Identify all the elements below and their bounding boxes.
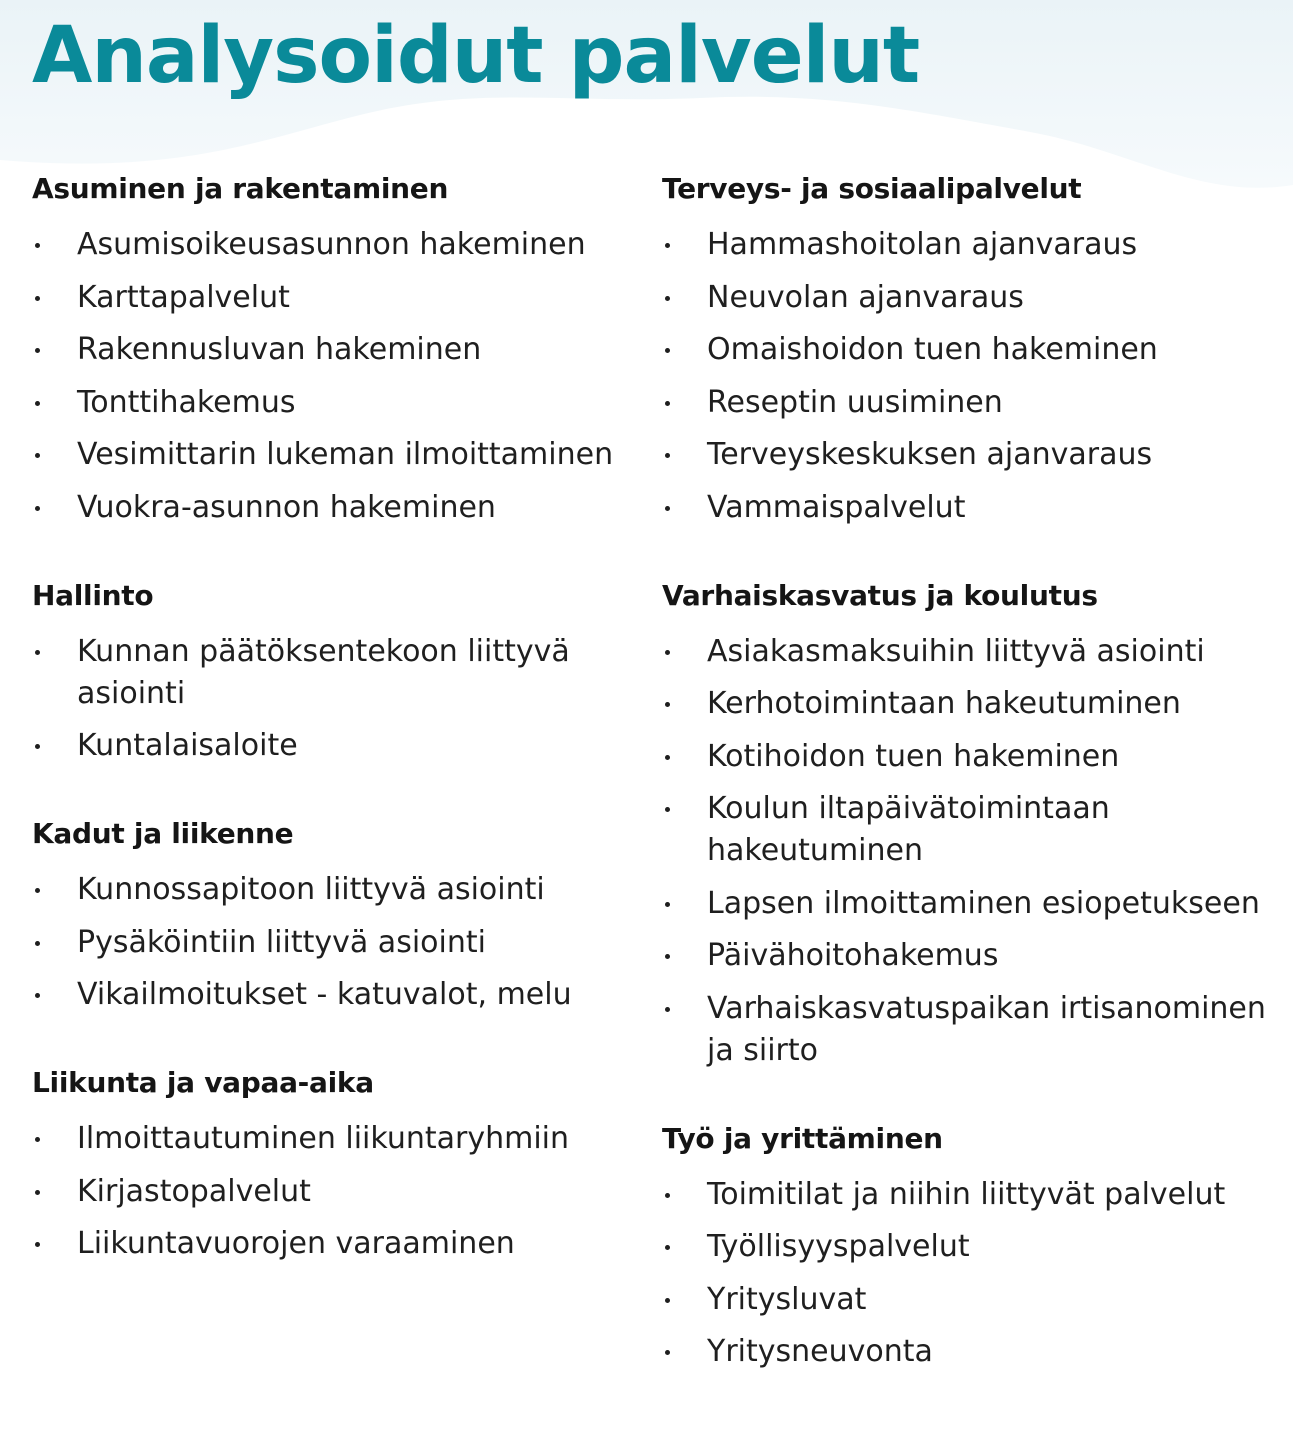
section-asuminen <box>32 168 632 529</box>
list-item: Asumisoikeusasunnon hakeminen <box>32 224 632 266</box>
list-item: Päivähoitohakemus <box>662 935 1277 977</box>
list-item: Varhaiskasvatuspaikan irtisanominen ja siirto <box>662 988 1277 1072</box>
right-column <box>662 168 1277 1419</box>
list-item: Vesimittarin lukeman ilmoittaminen <box>32 434 632 476</box>
section-hallinto <box>32 575 632 768</box>
list-item: Yritysluvat <box>662 1279 1277 1321</box>
left-column <box>32 168 632 1311</box>
list-item: Kunnan päätöksentekoon liittyvä asiointi <box>32 631 632 715</box>
list-item: Vikailmoitukset - katuvalot, melu <box>32 974 632 1016</box>
service-list <box>662 1174 1277 1374</box>
list-item: Toimitilat ja niihin liittyvät palvelut <box>662 1174 1277 1216</box>
section-kadut <box>32 813 632 1016</box>
list-item: Terveyskeskuksen ajanvaraus <box>662 434 1277 476</box>
list-item: Pysäköintiin liittyvä asiointi <box>32 922 632 964</box>
list-item: Asiakasmaksuihin liittyvä asiointi <box>662 631 1277 673</box>
list-item: Koulun iltapäivätoimintaan hakeutuminen <box>662 788 1277 872</box>
service-list <box>32 869 632 1016</box>
list-item: Rakennusluvan hakeminen <box>32 329 632 371</box>
section-heading: Hallinto <box>32 578 154 612</box>
section-heading: Asuminen ja rakentaminen <box>32 172 449 205</box>
service-list <box>662 631 1277 1072</box>
list-item: Reseptin uusiminen <box>662 382 1277 424</box>
section-heading: Liikunta ja vapaa-aika <box>32 1066 374 1099</box>
section-terveys <box>662 168 1277 529</box>
section-heading: Kadut ja liikenne <box>32 817 294 850</box>
list-item: Neuvolan ajanvaraus <box>662 277 1277 319</box>
section-varhaiskasvatus <box>662 575 1277 1072</box>
list-item: Hammashoitolan ajanvaraus <box>662 224 1277 266</box>
page-title: Analysoidut palvelut <box>32 11 920 101</box>
list-item: Työllisyyspalvelut <box>662 1226 1277 1268</box>
service-list <box>662 224 1277 529</box>
list-item: Kirjastopalvelut <box>32 1171 632 1213</box>
section-heading: Työ ja yrittäminen <box>662 1121 943 1155</box>
section-heading: Varhaiskasvatus ja koulutus <box>662 578 1098 612</box>
list-item: Kuntalaisaloite <box>32 725 632 767</box>
list-item: Kotihoidon tuen hakeminen <box>662 736 1277 778</box>
list-item: Kunnossapitoon liittyvä asiointi <box>32 869 632 911</box>
list-item: Tonttihakemus <box>32 382 632 424</box>
list-item: Liikuntavuorojen varaaminen <box>32 1223 632 1265</box>
list-item: Ilmoittautuminen liikuntaryhmiin <box>32 1118 632 1160</box>
list-item: Kerhotoimintaan hakeutuminen <box>662 683 1277 725</box>
list-item: Omaishoidon tuen hakeminen <box>662 329 1277 371</box>
list-item: Yritysneuvonta <box>662 1331 1277 1373</box>
service-list <box>32 224 632 529</box>
list-item: Lapsen ilmoittaminen esiopetukseen <box>662 883 1277 925</box>
section-liikunta <box>32 1062 632 1265</box>
section-tyo <box>662 1118 1277 1374</box>
service-list <box>32 631 632 768</box>
list-item: Karttapalvelut <box>32 277 632 319</box>
section-heading: Terveys- ja sosiaalipalvelut <box>662 172 1082 205</box>
service-list <box>32 1118 632 1265</box>
list-item: Vammaispalvelut <box>662 487 1277 529</box>
list-item: Vuokra-asunnon hakeminen <box>32 487 632 529</box>
